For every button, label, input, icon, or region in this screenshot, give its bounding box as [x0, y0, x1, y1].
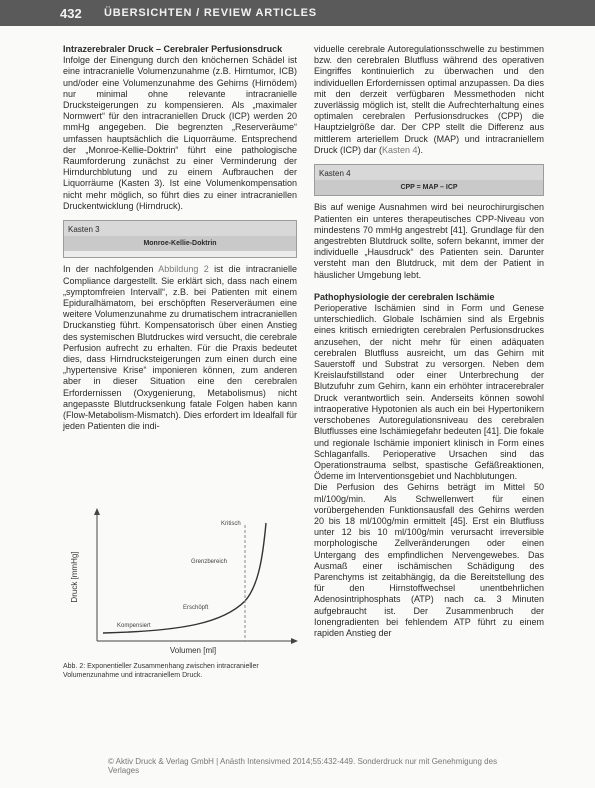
box-reference-link[interactable]: Kasten 4	[382, 144, 418, 155]
zone-label: Kompensiert	[117, 623, 151, 629]
figure-compliance-curve	[63, 505, 301, 655]
paragraph: Bis auf wenige Ausnahmen wird bei neurochirurgischen Patienten ein unteres therapeutisches CPP-Niveau von mindestens 70 mmHg angestrebt [41]. Grundlage für den angestrebten Blutdruck sollte, sofern bekannt, immer der individuelle „Hausdruck“ des Patienten sein. Darunter versteht man den Blutdruck, mit dem der Patient in häuslicher Umgebung lebt.	[314, 202, 544, 280]
paragraph	[63, 264, 297, 432]
left-column	[63, 44, 297, 433]
box-title: CPP = MAP – ICP	[315, 180, 543, 195]
x-axis-label: Volumen [ml]	[169, 646, 217, 655]
info-box	[63, 220, 297, 258]
page-number: 432	[60, 6, 82, 21]
paragraph: Infolge der Einengung durch den knöchernen Schädel ist eine intracranielle Volumenzunahme (z.B. Hirntumor, ICB) und/oder eine Volumenzunahme des Gehirns (Hirnödem) nur minimal ohne relevante intracranielle Drucksteigerungen zu kompensieren. Als „maximaler Normwert“ für den intracraniellen Druck (ICP) werden 20 mmHg angegeben. Die begrenzten „Reserveräume“ umfassen hauptsächlich die Liquorräume. Entsprechend der „Monroe-Kellie-Doktrin“ führt eine pathologische Raumforderung zunächst zu einer Verminderung der Hirndurchblutung und zu einem Aufbrauchen der Liquorräume (Kasten 3). Ist eine Volumenkompensation nicht mehr möglich, so führt dies zu einer intracraniellen Druckentwicklung (Hirndruck).	[63, 55, 297, 211]
section-title: ÜBERSICHTEN / REVIEW ARTICLES	[104, 7, 317, 19]
box-title: Monroe-Kellie-Doktrin	[64, 236, 296, 251]
zone-label: Kritisch	[221, 521, 241, 527]
section-heading: Intrazerebraler Druck – Cerebraler Perfusionsdruck	[63, 44, 283, 54]
y-axis-arrow-icon	[94, 508, 100, 515]
box-label: Kasten 3	[64, 221, 296, 236]
text-run: In der nachfolgenden	[63, 264, 159, 275]
page-footer: © Aktiv Druck & Verlag GmbH | Anästh Intensivmed 2014;55:432-449. Sonderdruck nur mit Genehmigung des Verlages	[108, 757, 498, 775]
paragraph	[314, 44, 544, 156]
figure-caption: Abb. 2: Exponentieller Zusammenhang zwischen intracranieller Volumenzunahme und intracraniellem Druck.	[63, 663, 259, 679]
page-header	[0, 0, 595, 26]
box-label: Kasten 4	[315, 165, 543, 180]
compliance-curve	[103, 523, 266, 633]
zone-label: Grenzbereich	[191, 559, 228, 565]
text-run: viduelle cerebrale Autoregulationsschwelle zu bestimmen bzw. den cerebralen Blutfluss während des operativen Eingriffes kontinuierlich zu überwachen und den individuellen Erfordernissen optimal anzupassen. Da dies mit den derzeit verfügbaren Messmethoden nicht zuverlässig möglich ist, stellt die Aufrechterhaltung eines optimalen cerebralen Perfusionsdruckes (CPP) die Hauptzielgröße dar. Der CPP stellt die Differenz aus mittlerem arteriellem Druck (MAP) und intracraniellem Druck (ICP) dar (	[314, 44, 544, 155]
x-axis-arrow-icon	[291, 638, 298, 644]
section-heading: Pathophysiologie der cerebralen Ischämie	[314, 291, 495, 302]
info-box	[314, 164, 544, 196]
paragraph: Die Perfusion des Gehirns beträgt im Mittel 50 ml/100g/min. Als Schwellenwert für einen vorübergehenden Funktionsausfall des Gehirns werden 20 bis 18 ml/100g/min ermittelt [45]. Erst ein Blutfluss unter 12 bis 10 ml/100g/min verursacht irreversible morphologische Zellveränderungen oder einen Untergang des empfindlichen Nervengewebes. Das Ausmaß einer ischämischen Schädigung des Parenchyms ist zeitabhängig, da die Bereitstellung des für den Hirnstoffwechsel unentbehrlichen Adenosintriphosphats (ATP) nach ca. 3 Minuten aufgebraucht ist. Der Zusammenbruch der Ionengradienten bei fehlendem ATP führt zu einem rapiden Anstieg der	[314, 482, 544, 638]
paragraph: Perioperative Ischämien sind in Form und Genese unterschiedlich. Globale Ischämien sind als Ergebnis eines kritisch erniedrigten cerebralen Perfusionsdruckes anzusehen, der nicht mehr für einen adäquaten cerebralen Blutfluss ausreicht, um das Gehirn mit Sauerstoff und Substrat zu versorgen. Neben dem Kreislaufstillstand oder einer Unterbrechung der Blutzufuhr zum Gehirn, kann ein erhöhter intracerebraler Druck verantwortlich sein. Anderseits können sowohl intraoperative Hypotonien als auch ein bei Hypertonikern verschobenes Autoregulationsniveau des cerebralen Blutflusses eine Ischämiegefahr bedeuten [41]. Die fokale und regionale Ischämie imponiert klinisch in Form eines Schlaganfalls. Perioperative Ursachen sind das Operationstrauma selbst, spastische Gefäßreaktionen, Ödeme im Interventionsgebiet und Nachblutungen.	[314, 303, 544, 482]
y-axis-label: Druck [mmHg]	[70, 551, 79, 603]
text-run: ).	[417, 144, 424, 155]
zone-label: Erschöpft	[183, 605, 209, 611]
right-column	[314, 44, 544, 639]
text-run: ist die intracranielle Compliance dargestellt. Sie erklärt sich, dass nach einem „symptomfreien Intervall“, z.B. bei Patienten mit einem Epiduralhämatom, bei erschöpften Reserveräumen eine weitere Volumenzunahme zu drumatischem intracraniellen Druckanstieg führt. Kompensatorisch über einen Anstieg des systemischen Blutdruckes wird versucht, die cerebrale Perfusion aufrecht zu erhalten. Für die Praxis bedeutet dies, dass Hirndrucksteigerungen zum einen durch eine „hypertensive Krise“ imponieren können, zum anderen aber in dieser Situation eine den cerebralen Erfordernissen (Oxygenierung, Metabolismus) nicht angepasste Blutdrucksenkung fatale Folgen haben kann (Flow-Metabolism-Mismatch). Dies erfordert im Idealfall für jeden Patienten die indi-	[63, 264, 297, 432]
figure-reference-link[interactable]: Abbildung 2	[158, 264, 209, 275]
